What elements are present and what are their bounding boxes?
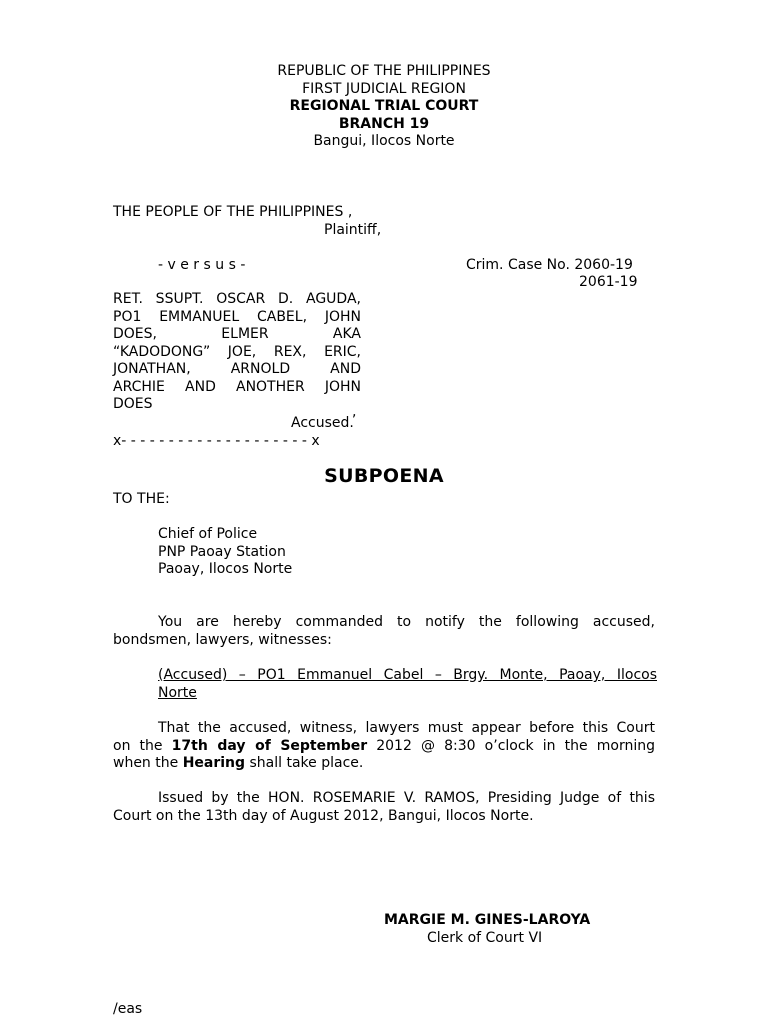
addressee-line3: Paoay, Ilocos Norte [158,561,293,577]
paragraph-line [113,738,655,756]
accused-entry [158,667,657,702]
document-title: SUBPOENA [324,465,444,487]
case-number-line1: Crim. Case No. 2060-19 [466,257,633,273]
accused-line: DOES, ELMER AKA [113,326,361,342]
typist-initials: /eas [113,1001,143,1017]
accused-list [113,291,361,414]
header-republic: REPUBLIC OF THE PHILIPPINES [277,63,491,79]
paragraph-line: That the accused, witness, lawyers must appear before this Court [158,720,655,736]
header-location: Bangui, Ilocos Norte [313,133,455,149]
caption-separator: x- - - - - - - - - - - - - - - - - - - - x [113,433,320,449]
accused-line: JONATHAN, ARNOLD AND [113,361,361,377]
accused-line: “KADODONG” JOE, REX, ERIC, [113,343,361,360]
paragraph-text: on the [113,737,172,754]
paragraph-text: when the [113,755,183,771]
paragraph-line: bondsmen, lawyers, witnesses: [113,631,332,648]
hearing-date: 17th day of September [171,737,368,754]
accused-line: ARCHIE AND ANOTHER JOHN [113,378,361,395]
caption-plaintiff: Plaintiff, [324,222,382,238]
accused-entry-line: (Accused) – PO1 Emmanuel Cabel – Brgy. Monte, Paoay, Ilocos [158,667,657,683]
accused-entry-text: Norte [158,684,197,701]
paragraph-line: You are hereby commanded to notify the following accused, [158,614,655,630]
accused-entry-line [158,685,657,703]
issuance-paragraph [113,790,655,825]
signatory-name: MARGIE M. GINES-LAROYA [384,912,591,928]
paragraph-line: Court on the 13th day of August 2012, Bangui, Ilocos Norte. [113,807,534,824]
caption-people: THE PEOPLE OF THE PHILIPPINES , [113,204,353,220]
paragraph-line: Issued by the HON. ROSEMARIE V. RAMOS, Presiding Judge of this [158,790,655,806]
header-court: REGIONAL TRIAL COURT [289,98,479,114]
accused-comma: , [352,404,357,420]
case-number-line2: 2061-19 [579,274,638,290]
accused-line: RET. SSUPT. OSCAR D. AGUDA, [113,291,361,307]
command-paragraph [113,614,655,649]
addressee-to: TO THE: [113,491,170,507]
paragraph-text: shall take place. [245,755,364,771]
paragraph-text: 2012 @ 8:30 o’clock in the morning [367,737,655,754]
accused-line: PO1 EMMANUEL CABEL, JOHN [113,308,361,325]
appearance-paragraph [113,720,655,773]
addressee-line1: Chief of Police [158,526,258,542]
hearing-label: Hearing [182,755,246,771]
header-branch: BRANCH 19 [338,116,430,132]
signatory-title: Clerk of Court VI [427,930,543,946]
accused-label: Accused. [291,415,354,431]
caption-versus: - v e r s u s - [158,257,246,273]
accused-line: DOES [113,396,153,412]
addressee-line2: PNP Paoay Station [158,544,286,560]
paragraph-line [113,755,655,773]
header-region: FIRST JUDICIAL REGION [302,81,466,97]
